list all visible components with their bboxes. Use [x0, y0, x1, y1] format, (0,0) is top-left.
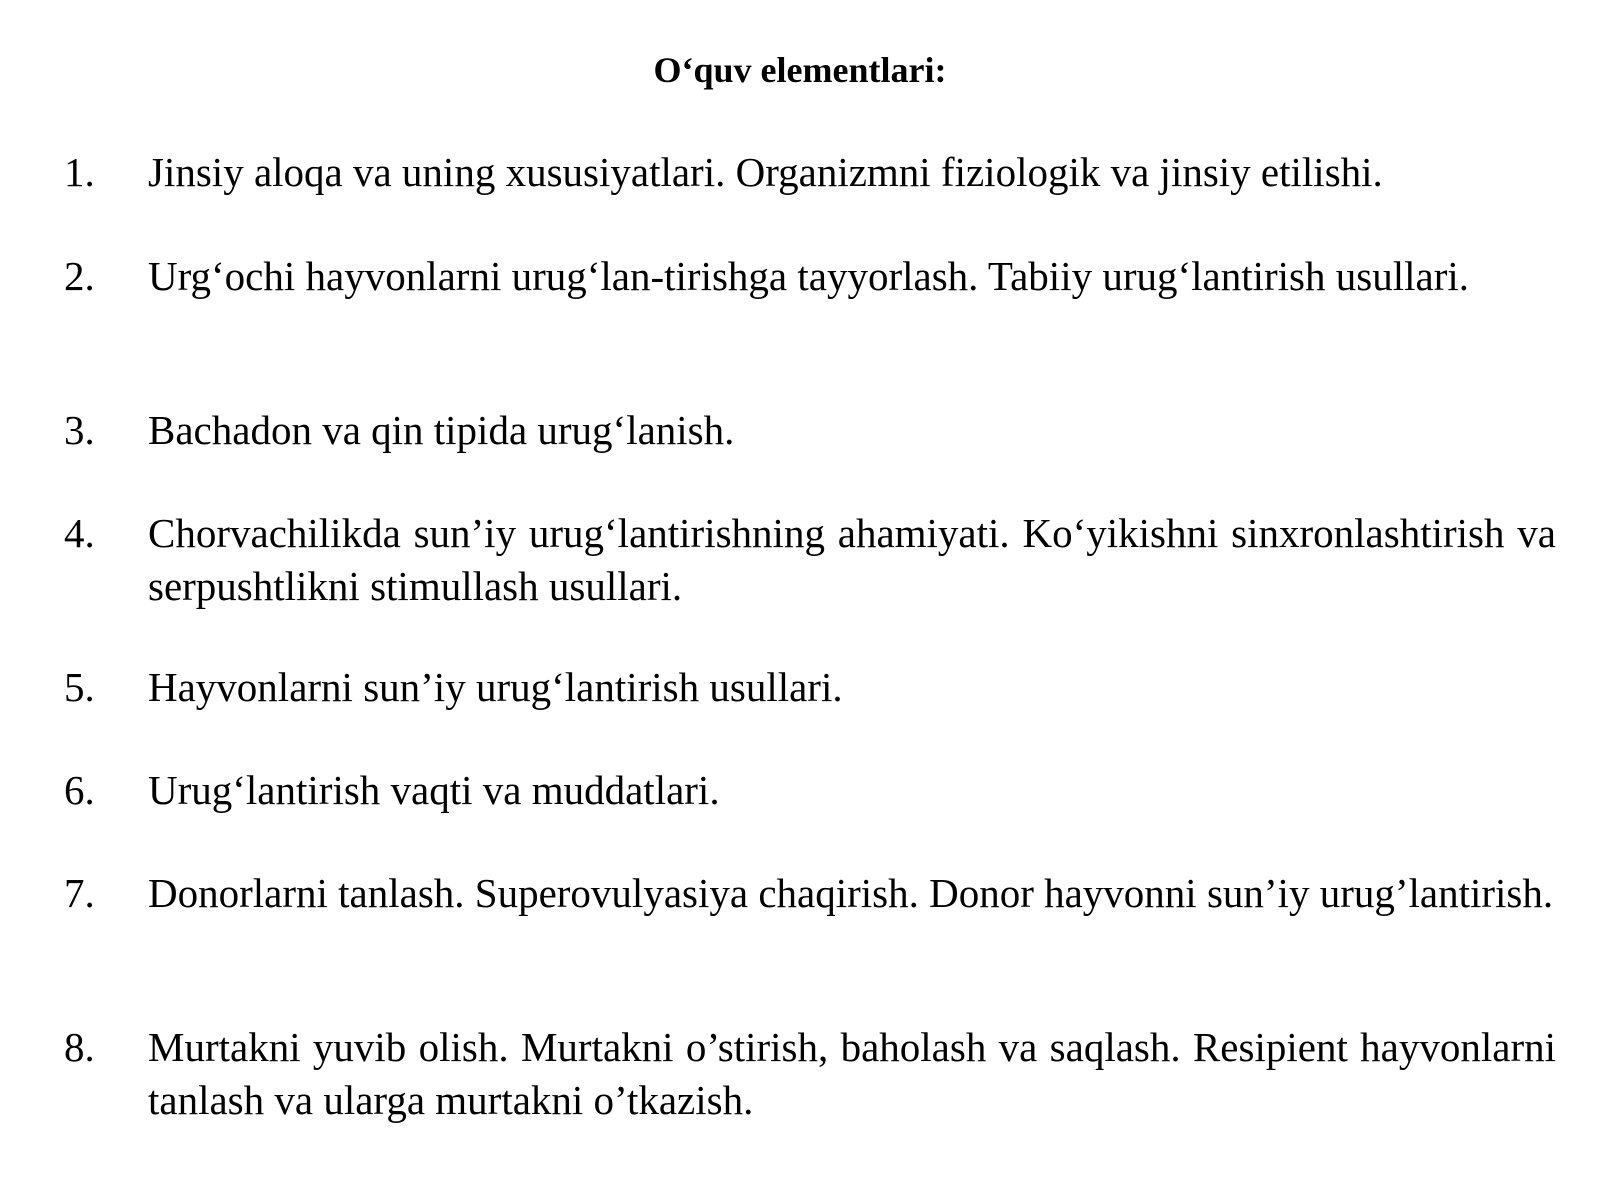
list-item-text: Hayvonlarni sun’iy urug‘lantirish usullari. [148, 664, 843, 710]
list-item-text: Donorlarni tanlash. Superovulyasiya chaqirish. Donor hayvonni sun’iy urug’lantirish. [148, 870, 1554, 916]
list-item-text: Bachadon va qin tipida urug‘lanish. [148, 407, 735, 453]
list-item-number: 3. [64, 407, 95, 453]
list-item-text: Urug‘lantirish vaqti va muddatlari. [148, 767, 720, 813]
list-item-text: Chorvachilikda sun’iy urug‘lantirishning ahamiyati. Ko‘yikishni sinxronlashtirish va serpushtlikni stimullash usullari. [148, 510, 1556, 609]
list-item-number: 5. [64, 664, 95, 710]
list-item-text: Jinsiy aloqa va uning xususiyatlari. Organizmni fiziologik va jinsiy etilishi. [148, 149, 1383, 195]
list-item-number: 8. [64, 1024, 95, 1070]
list-item-text: Murtakni yuvib olish. Murtakni o’stirish, baholash va saqlash. Resipient hayvonlarni tanlash va ularga murtakni o’tkazish. [148, 1024, 1556, 1123]
document-title: O‘quv elementlari: [653, 50, 947, 90]
list-item-text: Urg‘ochi hayvonlarni urug‘lan-tirishga tayyorlash. Tabiiy urug‘lantirish usullari. [148, 253, 1469, 299]
list-item-number: 6. [64, 767, 95, 813]
list-item-number: 1. [64, 149, 95, 195]
list-item-number: 7. [64, 870, 95, 916]
list-item-number: 2. [64, 253, 95, 299]
list-item-number: 4. [64, 510, 95, 556]
